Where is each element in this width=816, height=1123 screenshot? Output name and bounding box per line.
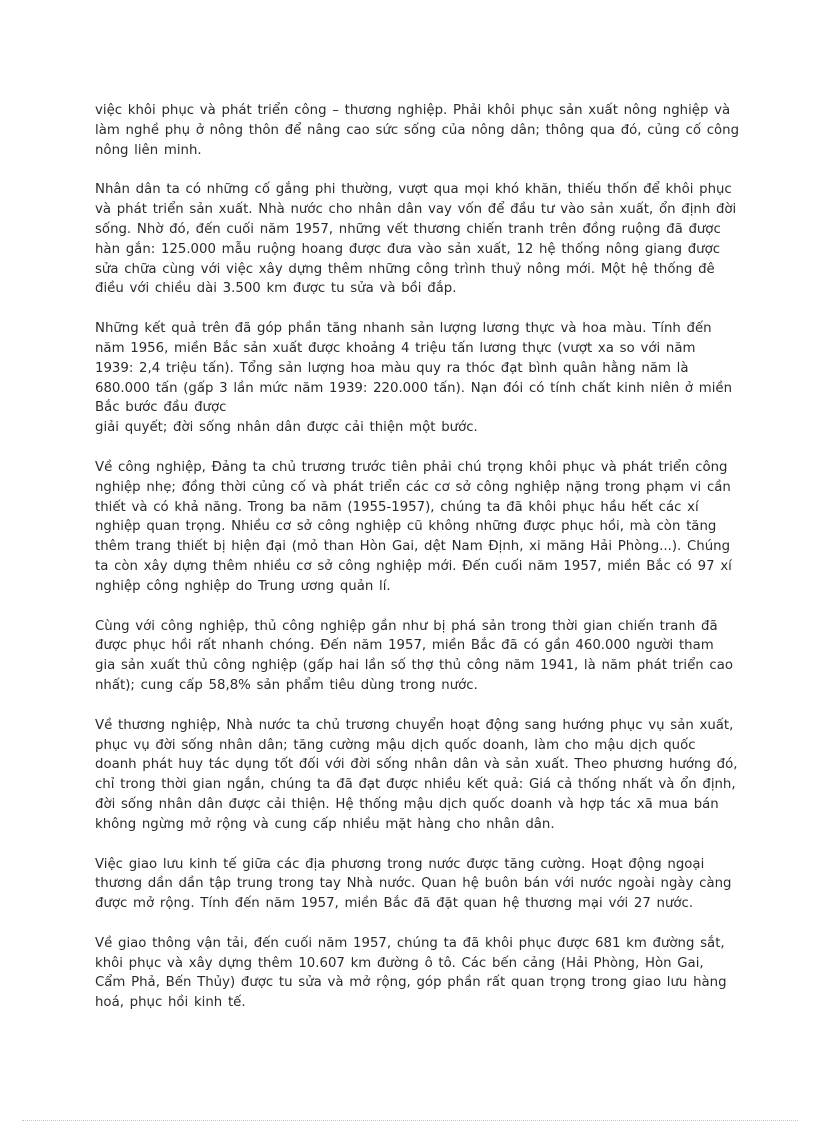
text-line: ta còn xây dựng thêm nhiều cơ sở công nghiệp mới. Đến cuối năm 1957, miền Bắc có 97 xí	[95, 558, 732, 574]
text-line: nghiệp công nghiệp do Trung ương quản lí.	[95, 578, 391, 594]
text-line: năm 1956, miền Bắc sản xuất được khoảng 4 triệu tấn lương thực (vượt xa so với năm	[95, 340, 696, 356]
text-line: Về giao thông vận tải, đến cuối năm 1957, chúng ta đã khôi phục được 681 km đường sắt,	[95, 935, 725, 951]
text-line: gia sản xuất thủ công nghiệp (gấp hai lần số thợ thủ công năm 1941, là năm phát triển cao	[95, 658, 733, 674]
text-line: Về thương nghiệp, Nhà nước ta chủ trương chuyển hoạt động sang hướng phục vụ sản xuất,	[95, 717, 734, 733]
text-line: 680.000 tấn (gấp 3 lần mức năm 1939: 220.000 tấn). Nạn đói có tính chất kinh niên ở miền	[95, 380, 733, 396]
text-line: thêm trang thiết bị hiện đại (mỏ than Hòn Gai, dệt Nam Định, xi măng Hải Phòng...). Chúng	[95, 539, 731, 555]
paragraph-commerce	[95, 716, 738, 835]
text-line: khôi phục và xây dựng thêm 10.607 km đường ô tô. Các bến cảng (Hải Phòng, Hòn Gai,	[95, 955, 704, 971]
text-line: hàn gắn: 125.000 mẫu ruộng hoang được đưa vào sản xuất, 12 hệ thống nông giang được	[95, 241, 721, 257]
text-line: Những kết quả trên đã góp phần tăng nhanh sản lượng lương thực và hoa màu. Tính đến	[95, 321, 712, 337]
text-line: 1939: 2,4 triệu tấn). Tổng sản lượng hoa màu quy ra thóc đạt bình quân hằng năm là	[95, 360, 689, 376]
paragraph-agriculture-recovery	[95, 101, 740, 160]
text-line: sống. Nhờ đó, đến cuối năm 1957, những vết thương chiến tranh trên đồng ruộng đã được	[95, 221, 721, 237]
text-line: nông liên minh.	[95, 142, 202, 158]
text-line: Việc giao lưu kinh tế giữa các địa phương trong nước được tăng cường. Hoạt động ngoại	[95, 856, 705, 872]
text-line: và phát triển sản xuất. Nhà nước cho nhân dân vay vốn để đầu tư vào sản xuất, ổn định đời	[95, 202, 737, 218]
text-line: sửa chữa cùng với việc xây dựng thêm những công trình thuỷ nông mới. Một hệ thống đê	[95, 261, 715, 277]
text-line: không ngừng mở rộng và cung cấp nhiều mặt hàng cho nhân dân.	[95, 816, 555, 832]
text-line: Cùng với công nghiệp, thủ công nghiệp gần như bị phá sản trong thời gian chiến tranh đã	[95, 618, 718, 634]
text-line: nhất); cung cấp 58,8% sản phẩm tiêu dùng trong nước.	[95, 677, 478, 693]
text-line: doanh phát huy tác dụng tốt đối với đời sống nhân dân và sản xuất. Theo phương hướng đó,	[95, 757, 738, 773]
text-line: giải quyết; đời sống nhân dân được cải thiện một bước.	[95, 420, 478, 436]
text-line: chỉ trong thời gian ngắn, chúng ta đã đạt được nhiều kết quả: Giá cả thống nhất và ổn định,	[95, 777, 736, 793]
text-line: phục vụ đời sống nhân dân; tăng cường mậu dịch quốc doanh, làm cho mậu dịch quốc	[95, 737, 696, 753]
paragraph-transport	[95, 934, 727, 1013]
text-line: nghiệp quan trọng. Nhiều cơ sở công nghiệp cũ không những được phục hồi, mà còn tăng	[95, 519, 717, 535]
text-line: được phục hồi rất nhanh chóng. Đến năm 1957, miền Bắc đã có gần 460.000 người tham	[95, 638, 714, 654]
paragraph-people-efforts	[95, 180, 737, 299]
paragraph-industry	[95, 458, 732, 597]
text-line: Nhân dân ta có những cố gắng phi thường, vượt qua mọi khó khăn, thiếu thốn để khôi phục	[95, 182, 732, 198]
text-line: việc khôi phục và phát triển công – thương nghiệp. Phải khôi phục sản xuất nông nghiệp và	[95, 103, 731, 118]
paragraph-food-output	[95, 319, 733, 438]
text-line: Về công nghiệp, Đảng ta chủ trương trước tiên phải chú trọng khôi phục và phát triển công	[95, 459, 728, 475]
text-line: được mở rộng. Tính đến năm 1957, miền Bắc đã đặt quan hệ thương mại với 27 nước.	[95, 896, 694, 912]
paragraph-trade	[95, 855, 732, 914]
paragraph-handicraft	[95, 617, 733, 696]
page-bottom-divider	[22, 1120, 798, 1121]
text-line: làm nghề phụ ở nông thôn để nâng cao sức sống của nông dân; thông qua đó, củng cố công	[95, 122, 740, 138]
text-line: nghiệp nhẹ; đồng thời củng cố và phát triển các cơ sở công nghiệp nặng trong phạm vi cần	[95, 479, 731, 495]
document-body	[95, 101, 740, 1033]
text-line: hoá, phục hồi kinh tế.	[95, 995, 246, 1011]
text-line: điều với chiều dài 3.500 km được tu sửa và bồi đắp.	[95, 281, 457, 297]
text-line: đời sống nhân dân được cải thiện. Hệ thống mậu dịch quốc doanh và hợp tác xã mua bán	[95, 796, 719, 812]
text-line: Cẩm Phả, Bến Thủy) được tu sửa và mở rộng, góp phần rất quan trọng trong giao lưu hàng	[95, 975, 727, 991]
text-line: thương dần dần tập trung trong tay Nhà nước. Quan hệ buôn bán với nước ngoài ngày càng	[95, 876, 732, 892]
text-line: Bắc bước đầu được	[95, 400, 227, 416]
text-line: thiết và có khả năng. Trong ba năm (1955-1957), chúng ta đã khôi phục hầu hết các xí	[95, 499, 699, 515]
